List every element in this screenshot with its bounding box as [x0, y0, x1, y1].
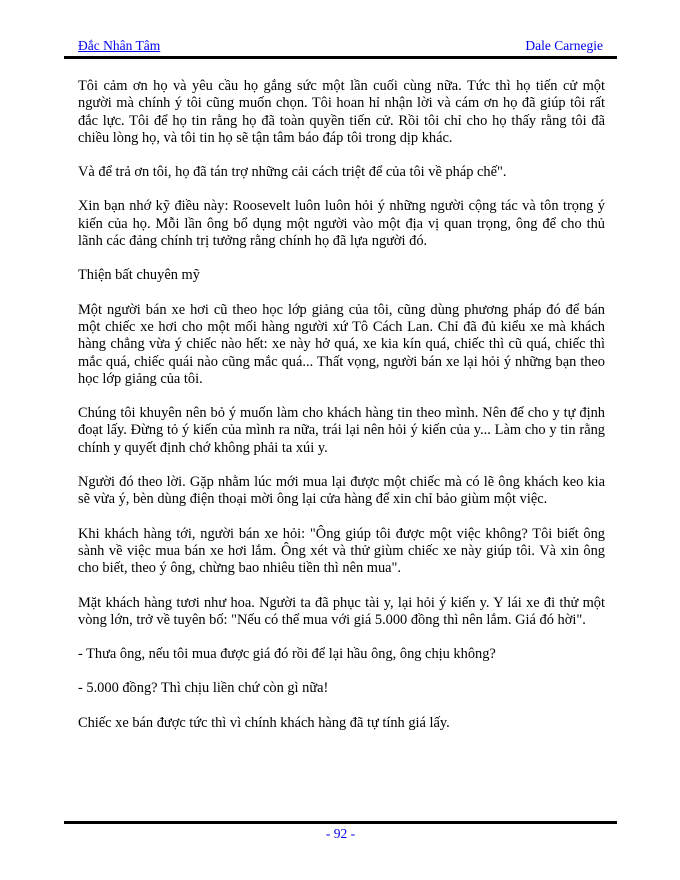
paragraph: Khi khách hàng tới, người bán xe hỏi: "Ông giúp tôi được một việc không? Tôi biết ông sành về việc mua bán xe hơi lắm. Ông xét và thử giùm chiếc xe này giúp tôi. Và xin ông cho biết, theo ý ông, chừng bao nhiêu tiền thì nên mua".: [78, 525, 605, 577]
paragraph: Mặt khách hàng tươi như hoa. Người ta đã phục tài y, lại hỏi ý kiến y. Y lái xe đi thử một vòng lớn, trở về tuyên bố: "Nếu có thể mua với giá 5.000 đồng thì nên lắm. Giá đó hời".: [78, 594, 605, 628]
paragraph: Xin bạn nhớ kỹ điều này: Roosevelt luôn luôn hỏi ý những người cộng tác và tôn trọng ý kiến của họ. Mỗi lần ông bổ dụng một người vào một địa vị quan trọng, ông để cho thủ lãnh các đảng chính trị tưởng rằng chính họ đã lựa người đó.: [78, 198, 605, 250]
paragraph: Chiếc xe bán được tức thì vì chính khách hàng đã tự tính giá lấy.: [78, 714, 450, 731]
page-header: [64, 38, 617, 59]
header-row: [64, 38, 617, 53]
page-footer: [64, 821, 617, 842]
paragraph: Chúng tôi khuyên nên bỏ ý muốn làm cho khách hàng tin theo mình. Nên để cho y tự định đoạt lấy. Đừng tỏ ý kiến của mình ra nữa, trái lại nên hỏi ý kiến của y... Làm cho y tin rằng chính y quyết định chớ không phải ta xúi y.: [78, 405, 605, 456]
paragraph: Tôi cảm ơn họ và yêu cầu họ gắng sức một lần cuối cùng nữa. Tức thì họ tiến cử một người mà chính ý tôi cũng muốn chọn. Tôi hoan hỉ nhận lời và cám ơn họ đã giúp tôi rất đắc lực. Tôi để họ tin rằng họ đã toàn quyền tiến cử. Rồi tôi chỉ cho họ thấy rằng tôi đã chiều lòng họ, và tôi tin họ sẽ tận tâm báo đáp tôi trong dịp khác.: [78, 78, 605, 146]
header-book-title-link[interactable]: Đắc Nhân Tâm: [78, 38, 161, 53]
section-heading: Thiện bất chuyên mỹ: [78, 267, 200, 284]
page-number: - 92 -: [325, 826, 356, 841]
paragraph: Người đó theo lời. Gặp nhằm lúc mới mua lại được một chiếc mà có lẽ ông khách keo kia sẽ vừa ý, bèn dùng điện thoại mời ông lại cửa hàng để xin chỉ bảo giùm một việc.: [78, 474, 605, 508]
paragraph: Một người bán xe hơi cũ theo học lớp giảng của tôi, cũng dùng phương pháp đó để bán một chiếc xe hơi cho một mối hàng người xứ Tô Cách Lan. Chỉ đã đủ kiểu xe mà khách hàng chẳng vừa ý chiếc nào hết: xe này hở quá, xe kia kín quá, chiếc thì cũ quá, chiếc thì mắc quá, chiếc quái nào cũng mắc quá... Thất vọng, người bán xe lại hỏi ý những bạn theo học lớp giảng của tôi.: [78, 301, 605, 387]
dialogue-line: - 5.000 đồng? Thì chịu liền chứ còn gì nữa!: [78, 680, 329, 697]
header-rule: [64, 56, 617, 59]
dialogue-line: - Thưa ông, nếu tôi mua được giá đó rồi để lại hầu ông, ông chịu không?: [78, 646, 496, 663]
page-body: [78, 62, 605, 732]
header-author-link[interactable]: Dale Carnegie: [525, 38, 603, 53]
footer-rule: [64, 821, 617, 824]
paragraph: Và để trả ơn tôi, họ đã tán trợ những cải cách triệt để của tôi về pháp chế".: [78, 164, 507, 181]
